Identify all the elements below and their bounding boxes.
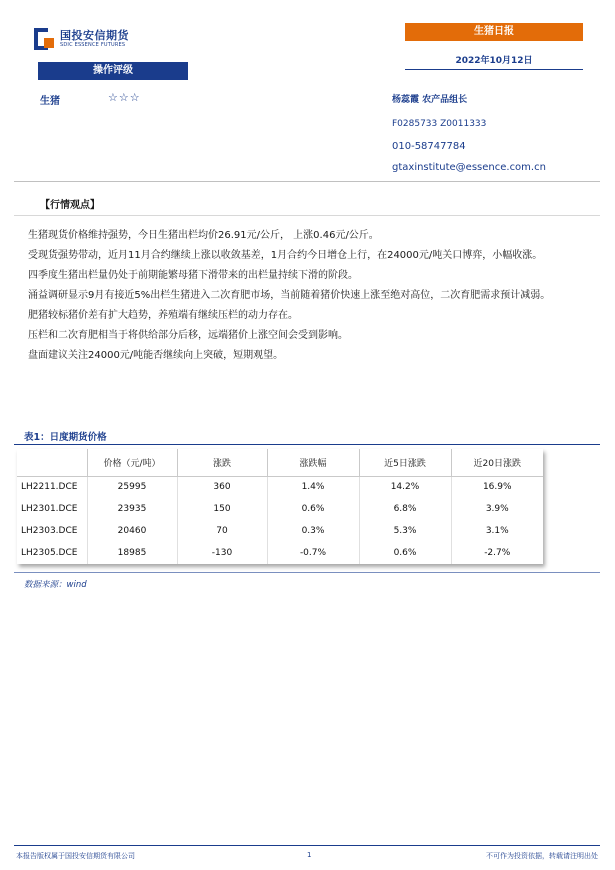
rating-label-banner: 操作评级 xyxy=(38,62,188,80)
table-cell: 3.9% xyxy=(451,498,543,520)
table-cell: 3.1% xyxy=(451,520,543,542)
paragraph: 生猪现货价格维持强势，今日生猪出栏均价26.91元/公斤， 上涨0.46元/公斤。 xyxy=(28,230,379,241)
logo-mark-icon xyxy=(34,28,56,50)
footer-divider xyxy=(14,845,600,846)
rating-stars: ☆☆☆ xyxy=(108,91,141,104)
table-cell: LH2303.DCE xyxy=(21,526,78,536)
section-divider xyxy=(14,215,600,216)
table-title-divider xyxy=(14,444,600,445)
table-header-cell xyxy=(17,449,87,476)
table-row xyxy=(17,498,543,520)
page-number: 1 xyxy=(307,851,312,859)
table-cell: 360 xyxy=(177,476,267,498)
paragraph: 肥猪较标猪价差有扩大趋势，养殖端有继续压栏的动力存在。 xyxy=(28,310,298,321)
table-cell: 5.3% xyxy=(359,520,451,542)
table-title: 表1：日度期货价格 xyxy=(24,432,107,443)
paragraph: 涌益调研显示9月有接近5%出栏生猪进入二次育肥市场，当前随着猪价快速上涨至绝对高位，二次育肥需求预计减弱。 xyxy=(28,290,551,301)
table-row xyxy=(17,520,543,542)
table-header-cell: 近5日涨跌 xyxy=(359,449,451,476)
table-header-cell: 涨跌幅 xyxy=(267,449,359,476)
table-row xyxy=(17,476,543,498)
table-cell: 18985 xyxy=(87,542,177,564)
table-cell: -0.7% xyxy=(267,542,359,564)
company-logo xyxy=(34,28,129,50)
market-view-text xyxy=(28,226,592,366)
commodity-name: 生猪 xyxy=(40,96,60,107)
futures-price-table-container xyxy=(17,449,543,564)
table-cell: 0.3% xyxy=(267,520,359,542)
table-row xyxy=(17,542,543,564)
table-cell: 0.6% xyxy=(359,542,451,564)
footer-copyright: 本报告版权属于国投安信期货有限公司 xyxy=(16,852,135,860)
analyst-email[interactable]: gtaxinstitute@essence.com.cn xyxy=(392,162,546,173)
table-cell: 14.2% xyxy=(359,476,451,498)
analyst-name: 杨蕊霞 农产品组长 xyxy=(392,95,468,105)
logo-name-en: SDIC ESSENCE FUTURES xyxy=(60,42,126,48)
footer-disclaimer: 不可作为投资依据，转载请注明出处 xyxy=(486,852,598,860)
date-divider xyxy=(405,69,583,70)
table-header-cell: 价格（元/吨） xyxy=(87,449,177,476)
source-divider xyxy=(14,572,600,573)
logo-name-cn: 国投安信期货 xyxy=(60,29,129,42)
section-heading: 【行情观点】 xyxy=(40,200,100,211)
futures-price-table xyxy=(17,449,543,564)
table-header-row xyxy=(17,449,543,476)
paragraph: 受现货强势带动，近月11月合约继续上涨以收敛基差，1月合约今日增仓上行，在24000元/吨关口博弈，小幅收涨。 xyxy=(28,250,543,261)
paragraph: 四季度生猪出栏量仍处于前期能繁母猪下滑带来的出栏量持续下滑的阶段。 xyxy=(28,270,358,281)
table-cell: 0.6% xyxy=(267,498,359,520)
paragraph: 盘面建议关注24000元/吨能否继续向上突破，短期观望。 xyxy=(28,350,284,361)
table-cell: 6.8% xyxy=(359,498,451,520)
analyst-phone: 010-58747784 xyxy=(392,141,466,152)
table-cell: 25995 xyxy=(87,476,177,498)
data-source-note: 数据来源：wind xyxy=(24,580,87,590)
paragraph: 压栏和二次育肥相当于将供给部分后移，远端猪价上涨空间会受到影响。 xyxy=(28,330,348,341)
table-cell: 16.9% xyxy=(451,476,543,498)
table-cell: 1.4% xyxy=(267,476,359,498)
table-cell: 23935 xyxy=(87,498,177,520)
report-date: 2022年10月12日 xyxy=(455,56,533,66)
table-header-cell: 涨跌 xyxy=(177,449,267,476)
table-cell: LH2211.DCE xyxy=(21,482,78,493)
table-cell: 150 xyxy=(177,498,267,520)
header-divider xyxy=(14,181,600,182)
table-cell: LH2305.DCE xyxy=(21,548,78,558)
report-type-banner: 生猪日报 xyxy=(405,23,583,41)
table-cell: LH2301.DCE xyxy=(21,504,78,514)
table-header-cell: 近20日涨跌 xyxy=(451,449,543,476)
table-cell: -130 xyxy=(177,542,267,564)
table-cell: 70 xyxy=(177,520,267,542)
table-cell: 20460 xyxy=(87,520,177,542)
analyst-license: F0285733 Z0011333 xyxy=(392,119,487,129)
table-cell: -2.7% xyxy=(451,542,543,564)
